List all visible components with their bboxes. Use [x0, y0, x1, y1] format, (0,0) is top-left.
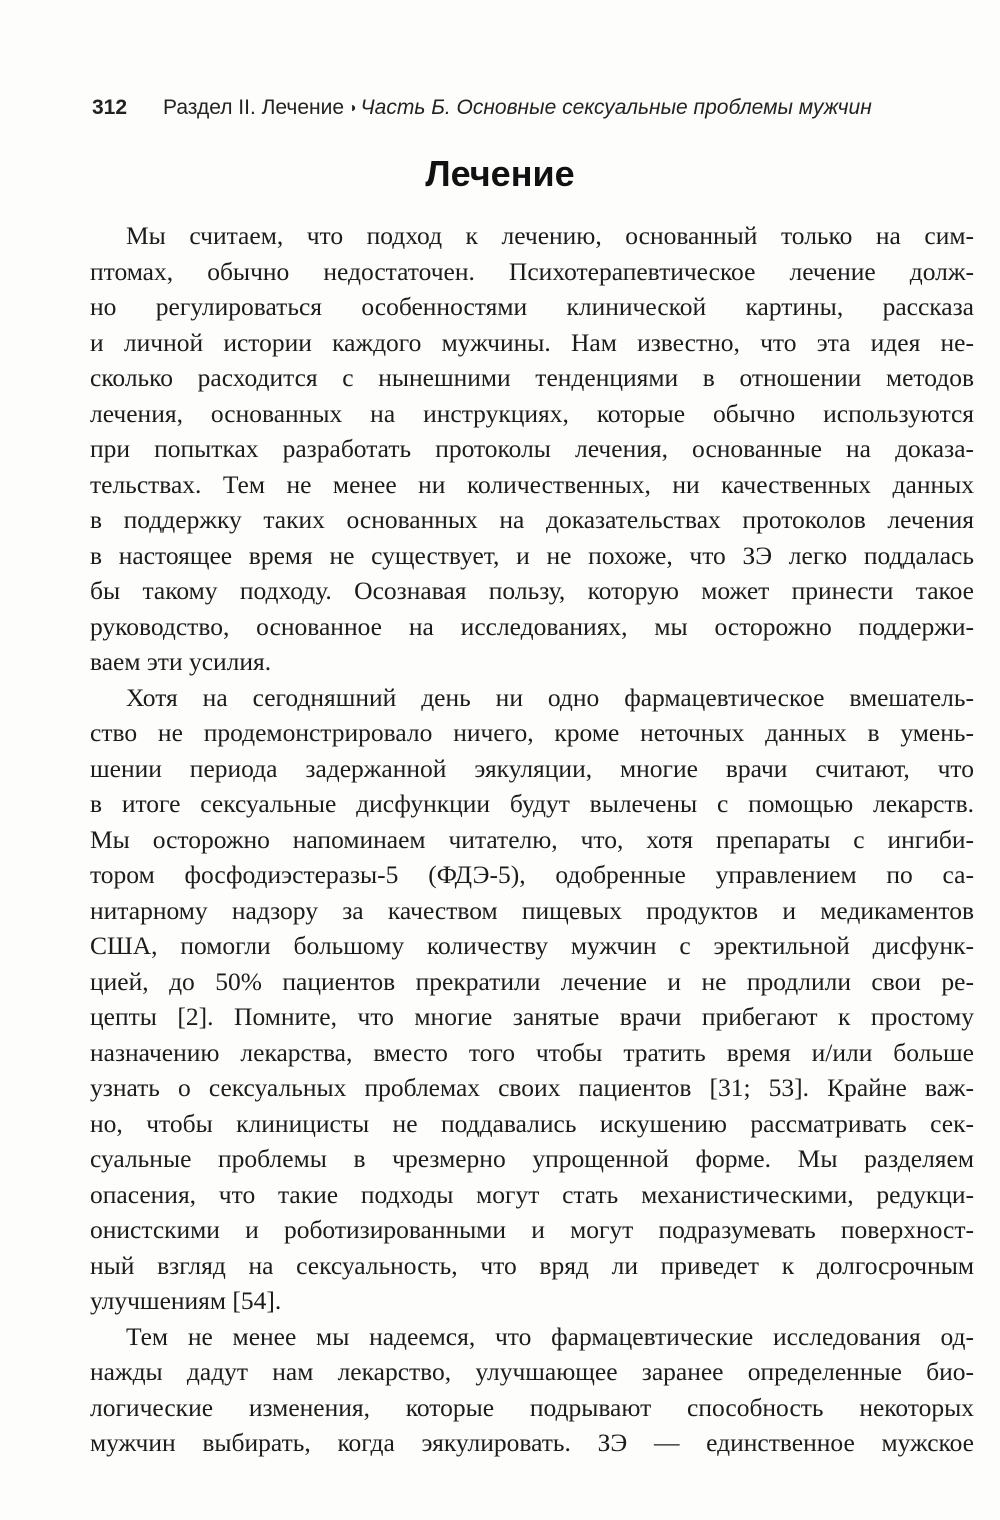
text-line: цией, до 50% пациентов прекратили лечение и не продлили свои ре-	[90, 966, 974, 996]
text-line: сколько расходится с нынешними тенденциями в отношении методов	[90, 363, 974, 392]
section-title: Лечение	[425, 153, 575, 194]
text-line: в поддержку таких основанных на доказательствах протоколов лечения	[90, 505, 974, 534]
text-line: логические изменения, которые подрывают способность некоторых	[90, 1392, 974, 1422]
text-line: при попытках разработать протоколы лечения, основанные на доказа-	[90, 434, 974, 463]
text-line: Тем не менее мы надеемся, что фармацевтические исследования од-	[126, 1321, 974, 1351]
text-line: США, помогли большому количеству мужчин с эректильной дисфунк-	[90, 931, 974, 960]
text-line: опасения, что такие подходы могут стать механистическими, редукци-	[90, 1179, 974, 1209]
paragraph	[90, 1319, 974, 1461]
running-head-part: Часть Б. Основные сексуальные проблемы мужчин	[360, 96, 872, 119]
text-line: но регулироваться особенностями клинической картины, рассказа	[90, 292, 974, 321]
paragraph	[90, 680, 974, 1319]
text-line: Мы осторожно напоминаем читателю, что, хотя препараты с ингиби-	[90, 824, 974, 854]
text-line: цепты [2]. Помните, что многие занятые врачи прибегают к простому	[90, 1002, 974, 1031]
text-line: но, чтобы клиницисты не поддавались искушению рассматривать сек-	[90, 1108, 974, 1138]
paragraph	[90, 218, 974, 680]
text-line: улучшениям [54].	[90, 1286, 282, 1315]
text-line: и личной истории каждого мужчины. Нам известно, что эта идея не-	[90, 327, 974, 357]
text-line: в настоящее время не существует, и не похоже, что ЗЭ легко поддалась	[90, 540, 974, 570]
text-line: нитарному надзору за качеством пищевых продуктов и медикаментов	[90, 895, 974, 925]
text-line: нажды дадут нам лекарство, улучшающее заранее определенные био-	[90, 1357, 974, 1386]
text-line: онистскими и роботизированными и могут подразумевать поверхност-	[90, 1215, 974, 1244]
text-line: тельствах. Тем не менее ни количественных, ни качественных данных	[90, 469, 974, 499]
text-line: узнать о сексуальных проблемах своих пациентов [31; 53]. Крайне важ-	[90, 1073, 974, 1102]
text-line: птомах, обычно недостаточен. Психотерапевтическое лечение долж-	[90, 256, 974, 286]
text-line: суальные проблемы в чрезмерно упрощенной форме. Мы разделяем	[90, 1144, 974, 1173]
text-line: шении периода задержанной эякуляции, многие врачи считают, что	[90, 753, 974, 783]
page-number: 312	[92, 96, 128, 119]
text-line: тором фосфодиэстеразы-5 (ФДЭ-5), одобренные управлением по са-	[90, 860, 974, 889]
text-line: назначению лекарства, вместо того чтобы тратить время и/или больше	[90, 1037, 974, 1067]
text-line: Мы считаем, что подход к лечению, основанный только на сим-	[126, 221, 974, 250]
text-line: бы такому подходу. Осознавая пользу, которую может принести такое	[90, 576, 974, 605]
body-text	[90, 218, 974, 1461]
running-head-separator-icon: ◑	[348, 99, 357, 115]
text-line: ство не продемонстрировало ничего, кроме неточных данных в умень-	[90, 718, 974, 747]
text-line: в итоге сексуальные дисфункции будут вылечены с помощью лекарств.	[90, 789, 974, 818]
running-head	[92, 92, 922, 123]
text-line: руководство, основанное на исследованиях, мы осторожно поддержи-	[90, 611, 974, 641]
text-line: мужчин выбирать, когда эякулировать. ЗЭ — единственное мужское	[90, 1428, 974, 1457]
text-line: Хотя на сегодняшний день ни одно фармацевтическое вмешатель-	[126, 682, 974, 712]
text-line: лечения, основанных на инструкциях, которые обычно используются	[90, 398, 974, 428]
paragraphs	[90, 218, 974, 1461]
running-head-section: Раздел II. Лечение	[163, 96, 345, 119]
text-line: ваем эти усилия.	[90, 647, 272, 676]
text-line: ный взгляд на сексуальность, что вряд ли приведет к долгосрочным	[90, 1250, 974, 1280]
